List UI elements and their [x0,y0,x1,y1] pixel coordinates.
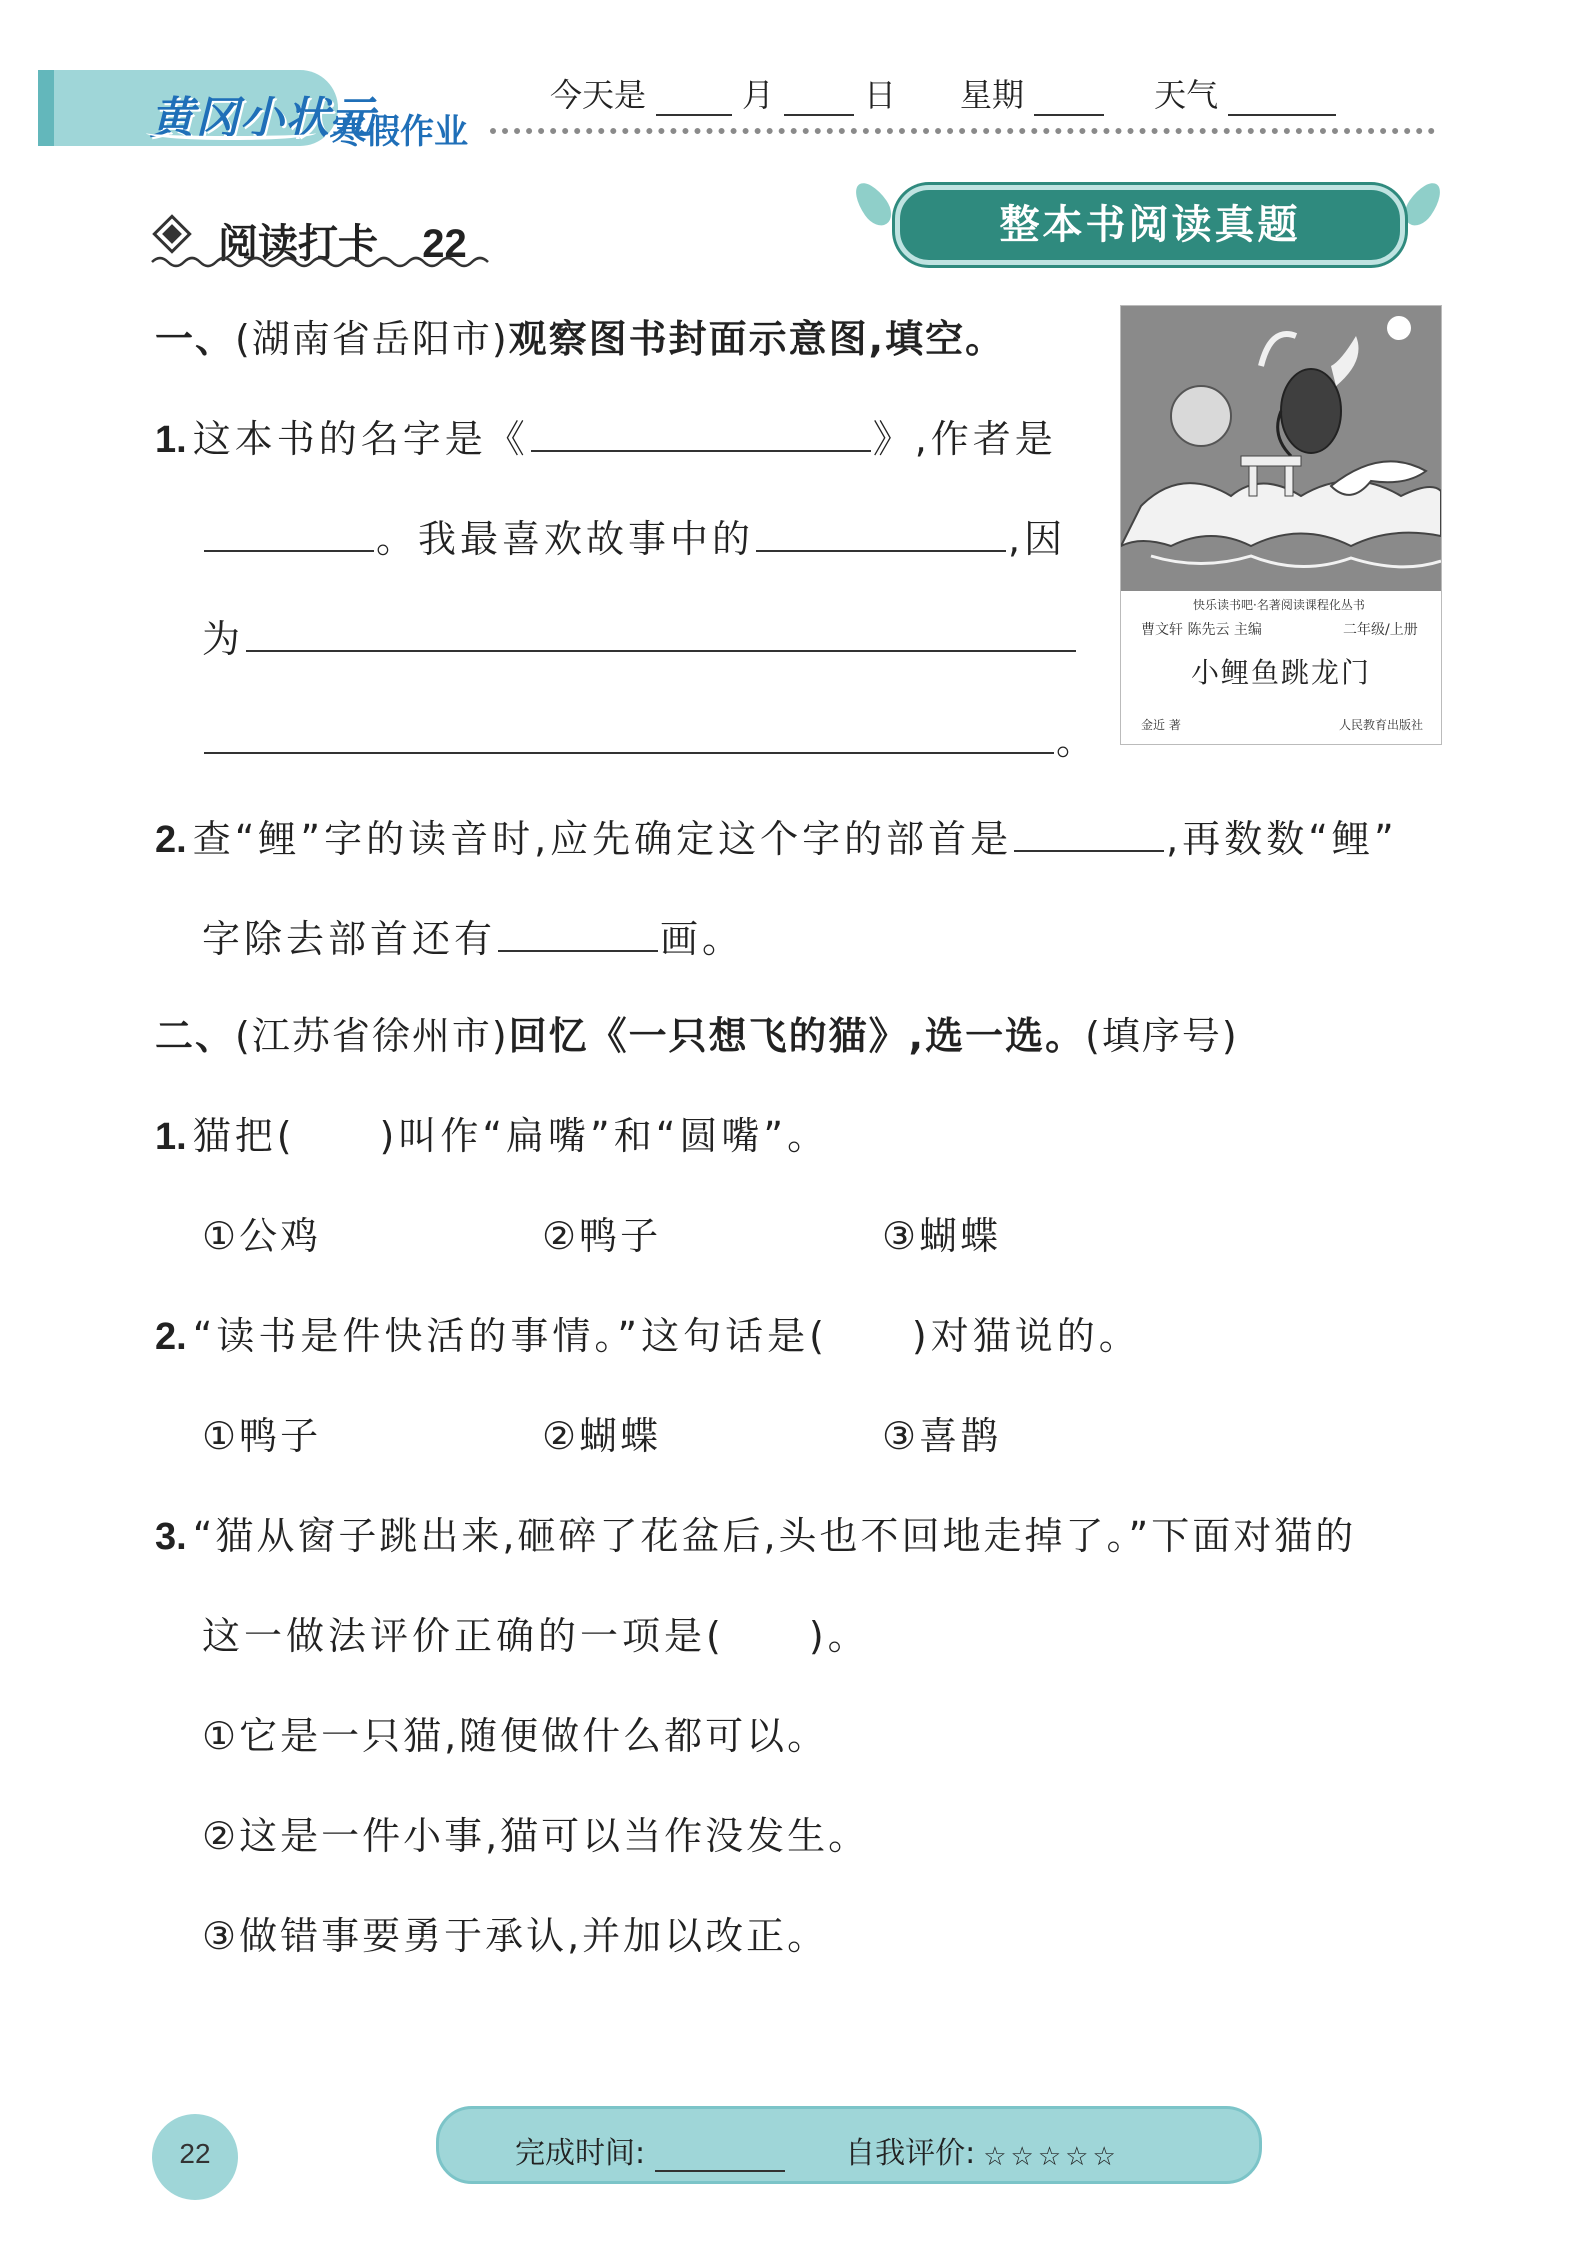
p2-q1-stem [155,1105,829,1160]
weather-blank[interactable] [1228,80,1336,116]
lesson-title-label: 阅读打卡 [218,222,378,266]
page-number: 22 [152,2114,238,2200]
p2-q3-line1 [155,1505,1356,1560]
cover-author: 金近 著 [1141,718,1181,732]
p1-q1-text-c: 。我最喜欢故事中的 [376,517,755,561]
p2-q1-option-3[interactable]: ③蝴蝶 [882,1214,1002,1258]
p1-q1-line1 [155,408,1057,463]
book-cover [1120,305,1442,745]
brand-swoosh [146,126,316,140]
part2-note: (填序号) [1085,1014,1239,1058]
cover-editors: 曹文轩 陈先云 主编 [1141,622,1262,638]
p2-q2-number: 2. [155,1316,187,1358]
weather-label: 天气 [1154,76,1219,114]
today-label: 今天是 [550,76,647,114]
p1-q1-line2 [202,508,1066,563]
lesson-number: 22 [422,222,467,266]
brand-subtitle: 寒假作业 [332,112,468,152]
part1-label: 一、 [155,317,236,361]
reason-blank-2[interactable] [204,720,1054,754]
cover-illustration [1121,306,1441,591]
p2-q2-option-3[interactable]: ③喜鹊 [882,1414,1002,1458]
month-label: 月 [742,76,775,114]
p2-q1-option-2[interactable]: ②鸭子 [542,1214,662,1258]
p2-q2-option-2[interactable]: ②蝴蝶 [542,1414,662,1458]
p1-q2-text-d: 画。 [660,917,745,961]
self-eval-label: 自我评价: [845,2136,976,2171]
p1-q2-number: 2. [155,819,187,861]
part1-instruction: 观察图书封面示意图,填空。 [508,317,1006,361]
diamond-icon [152,214,192,254]
leaf-decoration-left [849,177,898,231]
p2-q3-text-b: 这一做法评价正确的一项是( )。 [202,1614,870,1658]
p2-q1-option-1[interactable]: ①公鸡 [202,1214,322,1258]
p2-q3-line2 [202,1605,870,1660]
p2-q3-option-1[interactable]: ①它是一只猫,随便做什么都可以。 [202,1714,829,1758]
stroke-count-blank[interactable] [498,918,658,952]
weekday-blank[interactable] [1034,80,1104,116]
day-label: 日 [864,76,897,114]
p1-q2-text-b: ,再数数“鲤” [1166,817,1398,861]
brand-logo: 黄冈小状元 [150,93,375,144]
completion-time-blank[interactable] [655,2140,785,2172]
p1-q2-text-a: 查“鲤”字的读音时,应先确定这个字的部首是 [192,817,1013,861]
p1-q1-text-b: 》,作者是 [872,417,1057,461]
p1-q1-number: 1. [155,419,187,461]
p1-q1-text-d: ,因 [1008,517,1067,561]
leaf-decoration-right [1399,177,1448,231]
cover-grade: 二年级/上册 [1343,622,1418,638]
p2-q2-option-1[interactable]: ①鸭子 [202,1414,322,1458]
p1-q1-line4 [202,710,1098,765]
p1-q1-line3 [202,608,1078,663]
cover-series: 快乐读书吧·名著阅读课程化丛书 [1193,598,1365,612]
month-blank[interactable] [656,80,732,116]
reason-blank-1[interactable] [246,618,1076,652]
p2-q3-option-2[interactable]: ②这是一件小事,猫可以当作没发生。 [202,1814,870,1858]
part1-heading [155,308,1005,363]
favorite-character-blank[interactable] [756,518,1006,552]
part2-source: (江苏省徐州市) [235,1014,509,1058]
p2-q1-text: 猫把( )叫作“扁嘴”和“圆嘴”。 [192,1114,830,1158]
day-blank[interactable] [784,80,854,116]
rating-stars[interactable]: ☆☆☆☆☆ [983,2142,1120,2172]
p2-q3-number: 3. [155,1516,187,1558]
p1-q2-line1 [155,808,1398,863]
part2-label: 二、 [155,1014,236,1058]
author-blank[interactable] [204,518,374,552]
p2-q2-text: “读书是件快活的事情。”这句话是( )对猫说的。 [192,1314,1141,1358]
p1-q1-text-e: 为 [202,617,245,661]
part2-heading [155,1005,1239,1060]
radical-blank[interactable] [1014,818,1164,852]
completion-time-label: 完成时间: [515,2136,646,2171]
p2-q3-text-a: “猫从窗子跳出来,砸碎了花盆后,头也不回地走掉了。”下面对猫的 [192,1514,1357,1558]
part1-source: (湖南省岳阳市) [235,317,509,361]
weekday-label: 星期 [960,76,1025,114]
footer-content [515,2128,1120,2172]
p2-q1-number: 1. [155,1116,187,1158]
p1-q2-text-c: 字除去部首还有 [202,917,497,961]
p1-q1-text-f: 。 [1056,719,1099,763]
p2-q2-stem [155,1305,1141,1360]
cover-publisher: 人民教育出版社 [1339,718,1424,732]
header-divider [490,128,1435,134]
section-banner: 整本书阅读真题 [895,185,1405,265]
wavy-underline [150,252,490,272]
p1-q1-text-a: 这本书的名字是《 [192,417,529,461]
part2-instruction: 回忆《一只想飞的猫》,选一选。 [508,1014,1086,1058]
date-weather-row [550,70,1342,116]
p1-q2-line2 [202,908,744,963]
book-title-blank[interactable] [531,418,871,452]
p2-q3-option-3[interactable]: ③做错事要勇于承认,并加以改正。 [202,1914,829,1958]
cover-title: 小鲤鱼跳龙门 [1190,656,1371,689]
